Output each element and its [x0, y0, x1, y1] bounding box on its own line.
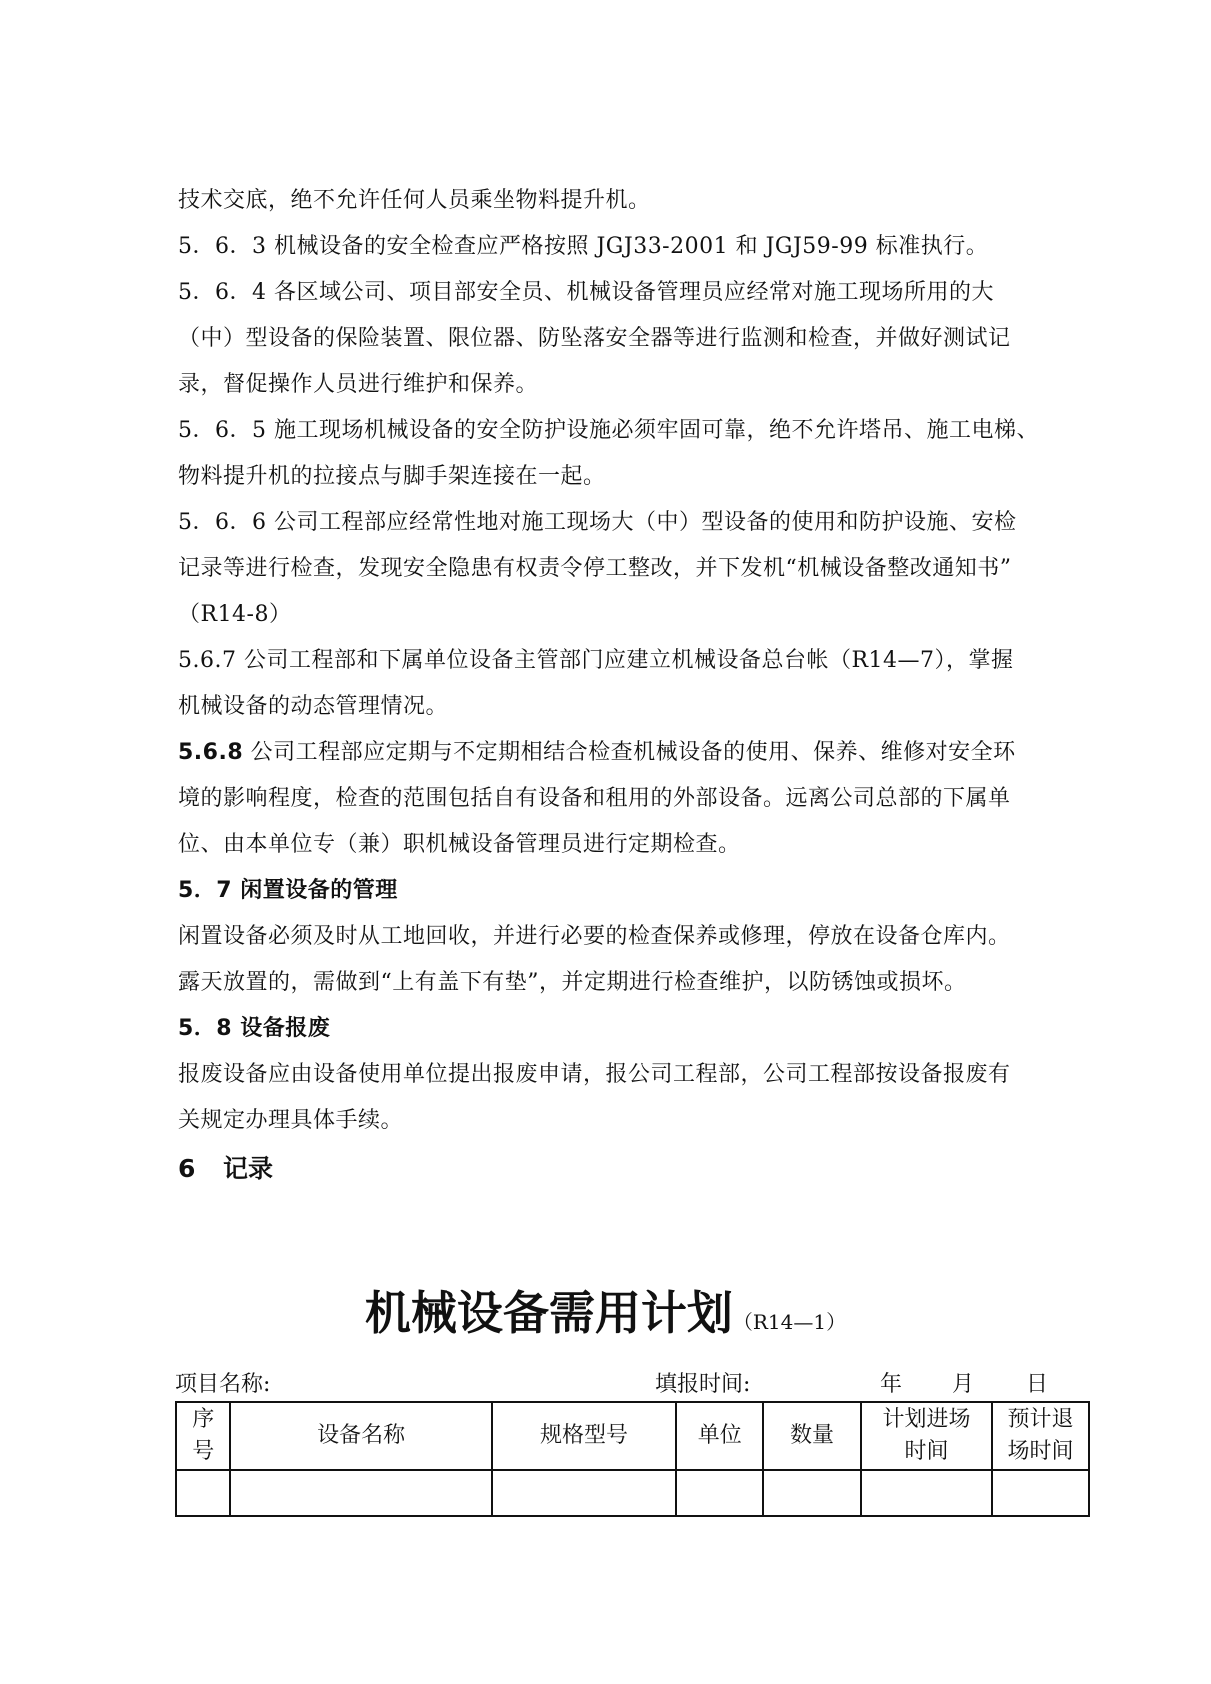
body-line: 5．6．3 机械设备的安全检查应严格按照 JGJ33-2001 和 JGJ59-99 标准执行。: [178, 234, 989, 259]
header-planned-entry-time: 计划进场 时间: [861, 1402, 992, 1470]
body-line: （中）型设备的保险装置、限位器、防坠落安全器等进行监测和检查，并做好测试记: [178, 326, 1011, 351]
form-code: （R14—1）: [732, 1310, 847, 1334]
table-header-row: [176, 1402, 1089, 1470]
section-heading-5-8: 5．8 设备报废: [178, 1016, 331, 1041]
body-line: 报废设备应由设备使用单位提出报废申请，报公司工程部，公司工程部按设备报废有: [178, 1062, 1011, 1087]
header-quantity: 数量: [763, 1402, 861, 1470]
paragraph-5-6-8: [178, 730, 1088, 776]
section-heading-5-7: 5．7 闲置设备的管理: [178, 878, 398, 903]
section-number: 6: [178, 1154, 196, 1183]
table-cell[interactable]: [992, 1470, 1089, 1516]
equipment-plan-table: [175, 1401, 1090, 1517]
month-label: 月: [952, 1372, 975, 1397]
body-line: 5.6.7 公司工程部和下属单位设备主管部门应建立机械设备总台帐（R14—7），掌握: [178, 648, 1014, 673]
form-title-text: 机械设备需用计划: [364, 1286, 733, 1340]
project-name-label: 项目名称:: [175, 1372, 271, 1397]
body-line: 技术交底，绝不允许任何人员乘坐物料提升机。: [178, 188, 651, 213]
day-label: 日: [1026, 1372, 1049, 1397]
body-line: 物料提升机的拉接点与脚手架连接在一起。: [178, 464, 606, 489]
header-spec-model: 规格型号: [492, 1402, 677, 1470]
table-cell[interactable]: [763, 1470, 861, 1516]
header-serial: 序 号: [176, 1402, 230, 1470]
header-equipment-name: 设备名称: [230, 1402, 491, 1470]
clause-number: 5.6.8: [178, 740, 244, 765]
document-body: [178, 178, 1088, 1194]
body-line: 记录等进行检查，发现安全隐患有权责令停工整改，并下发机“机械设备整改通知书”: [178, 556, 1012, 581]
table-cell[interactable]: [492, 1470, 677, 1516]
body-line: 位、由本单位专（兼）职机械设备管理员进行定期检查。: [178, 832, 741, 857]
form-title: [0, 1277, 1211, 1343]
header-expected-exit-time: 预计退 场时间: [992, 1402, 1089, 1470]
body-line: 露天放置的，需做到“上有盖下有垫”，并定期进行检查维护，以防锈蚀或损坏。: [178, 970, 967, 995]
body-line: 闲置设备必须及时从工地回收，并进行必要的检查保养或修理，停放在设备仓库内。: [178, 924, 1011, 949]
section-title: 记录: [223, 1154, 274, 1183]
header-unit: 单位: [676, 1402, 763, 1470]
table-row: [176, 1470, 1089, 1516]
body-line: 5．6．4 各区域公司、项目部安全员、机械设备管理员应经常对施工现场所用的大: [178, 280, 994, 305]
body-line: 5．6．6 公司工程部应经常性地对施工现场大（中）型设备的使用和防护设施、安检: [178, 510, 1017, 535]
table-cell[interactable]: [861, 1470, 992, 1516]
body-line: 关规定办理具体手续。: [178, 1108, 404, 1133]
table-cell[interactable]: [176, 1470, 230, 1516]
body-line: 境的影响程度，检查的范围包括自有设备和租用的外部设备。远离公司总部的下属单: [178, 786, 1011, 811]
body-line: （R14-8）: [178, 602, 292, 627]
year-label: 年: [880, 1372, 903, 1397]
body-line: 公司工程部应定期与不定期相结合检查机械设备的使用、保养、维修对安全环: [243, 740, 1016, 765]
table-cell[interactable]: [676, 1470, 763, 1516]
body-line: 机械设备的动态管理情况。: [178, 694, 449, 719]
section-heading-6: [178, 1144, 1088, 1194]
body-line: 5．6．5 施工现场机械设备的安全防护设施必须牢固可靠，绝不允许塔吊、施工电梯、: [178, 418, 1039, 443]
body-line: 录，督促操作人员进行维护和保养。: [178, 372, 539, 397]
table-cell[interactable]: [230, 1470, 491, 1516]
fill-time-label: 填报时间:: [655, 1372, 751, 1397]
